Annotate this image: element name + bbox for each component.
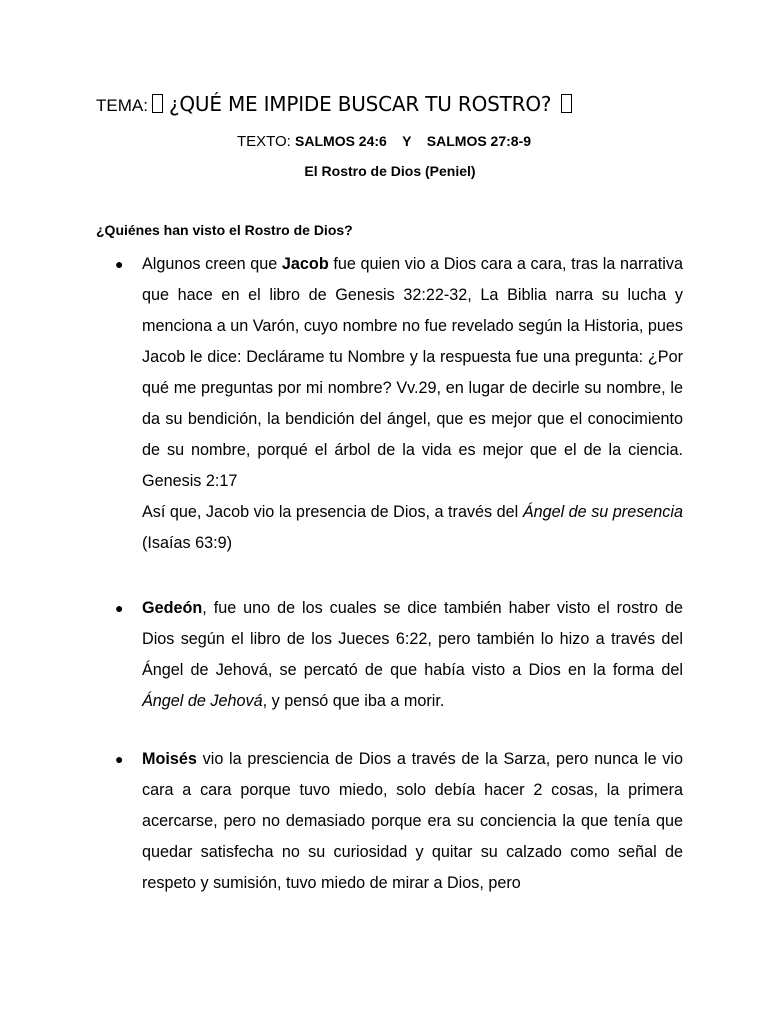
list-item-moises bbox=[115, 744, 683, 899]
list-item-jacob bbox=[115, 249, 683, 559]
bullet-icon: ● bbox=[115, 600, 124, 616]
list-item-gedeon bbox=[115, 593, 683, 717]
texto-reference: SALMOS 24:6 Y SALMOS 27:8-9 bbox=[295, 133, 532, 149]
subtitle: El Rostro de Dios (Peniel) bbox=[304, 163, 476, 179]
missing-glyph-icon bbox=[152, 94, 163, 113]
item-text: , fue uno de los cuales se dice también haber visto el rostro de Dios según el libro de los Jueces 6:22, pero también lo hizo a través del Ángel de Jehová, se percató de que había visto a Dios en la forma del bbox=[142, 599, 683, 679]
item-prefix: Algunos creen que bbox=[142, 255, 282, 273]
page-title: ¿QUÉ ME IMPIDE BUSCAR TU ROSTRO? bbox=[168, 92, 552, 116]
tema-label: TEMA: bbox=[96, 96, 148, 115]
item-text: vio la presciencia de Dios a través de la Sarza, pero nunca le vio cara a cara porque tuvo miedo, solo debía hacer 2 cosas, la primera acercarse, pero no demasiado porque era su conciencia la que tenía que quedar satisfecha no su curiosidad y quitar su calzado como señal de respeto y sumisión, tuvo miedo de mirar a Dios, pero bbox=[142, 750, 683, 892]
bullet-icon: ● bbox=[115, 256, 124, 272]
cont-text-a: Así que, Jacob vio la presencia de Dios, a través del bbox=[142, 503, 523, 521]
spacer bbox=[0, 717, 768, 744]
item-continuation bbox=[142, 497, 683, 559]
spacer bbox=[0, 559, 768, 593]
item-italic: Ángel de Jehová bbox=[142, 692, 263, 710]
missing-glyph-icon bbox=[561, 94, 572, 113]
title-line bbox=[96, 92, 578, 122]
bullet-list bbox=[0, 249, 768, 899]
section-question: ¿Quiénes han visto el Rostro de Dios? bbox=[96, 222, 353, 238]
item-name: Jacob bbox=[281, 255, 329, 273]
item-name: Gedeón bbox=[142, 599, 203, 617]
item-text: fue quien vio a Dios cara a cara, tras la narrativa que hace en el libro de Genesis 32:22-32, La Biblia narra su lucha y menciona a un Varón, cuyo nombre no fue revelado según la Historia, pues Jacob le dice: Declárame tu Nombre y la respuesta fue una pregunta: ¿Por qué me preguntas por mi nombre? Vv.29, en lugar de decirle su nombre, le da su bendición, la bendición del ángel, que es mejor que el conocimiento de su nombre, porqué el árbol de la vida es mejor que el de la ciencia. Genesis 2:17 bbox=[142, 255, 683, 490]
item-text-end: , y pensó que iba a morir. bbox=[262, 692, 445, 710]
texto-line bbox=[0, 133, 768, 150]
cont-italic: Ángel de su presencia bbox=[522, 503, 683, 521]
item-name: Moisés bbox=[142, 750, 197, 768]
bullet-icon: ● bbox=[115, 751, 124, 767]
texto-label: TEXTO: bbox=[236, 133, 291, 150]
cont-text-b: (Isaías 63:9) bbox=[142, 534, 232, 552]
